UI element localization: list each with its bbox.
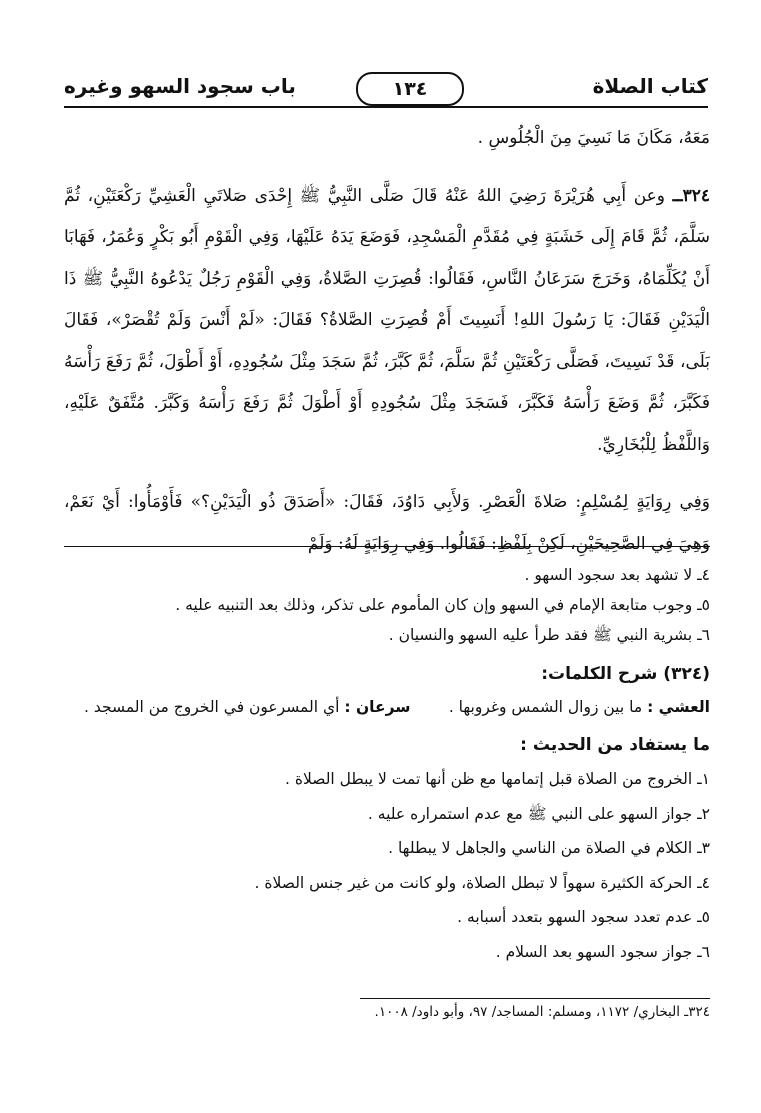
benefit-item: ٦ـ جواز سجود السهو بعد السلام . [495,942,710,961]
header-rule [64,106,708,108]
footnote: ٣٢٤ـ البخاري/ ١١٧٢، ومسلم: المساجد/ ٩٧، وأبو داود/ ١٠٠٨. [374,1004,710,1020]
benefit-item: ٣ـ الكلام في الصلاة من الناسي والجاهل لا يبطلها . [388,839,710,857]
hadith-body [64,176,710,467]
commentary-block [64,560,710,969]
vocab-meaning: أي المسرعون في الخروج من المسجد . [84,698,340,716]
benefit-item: ٥ـ عدم تعدد سجود السهو بتعدد أسبابه . [457,908,710,926]
page-header [64,70,708,108]
prev-benefit-item: ٦ـ بشرية النبي ﷺ فقد طرأ عليه السهو والنسيان . [388,626,710,644]
section-separator [64,546,710,547]
hadith-narrations: وَفِي رِوَايَةٍ لِمُسْلِمٍ: صَلاةَ الْعَصْرِ. وَلأَبِي دَاوُدَ، فَقَالَ: «أَصَدَقَ ذُو الْيَدَيْنِ؟» فَأَوْمَأُوا: أَيْ نَعَمْ، وَهِيَ فِي الصَّحِيحَيْنِ، لَكِنْ بِلَفْظِ: فَقَالُوا. وَفِي رِوَايَةٍ لَهُ: وَلَمْ [64,492,710,554]
vocab-item [449,690,710,724]
vocab-term: العشي : [647,698,710,716]
hadith-text-block [64,118,710,565]
prev-benefit-item: ٤ـ لا تشهد بعد سجود السهو . [524,566,710,584]
footnote-rule [360,998,710,999]
book-title: كتاب الصلاة [592,74,708,98]
vocab-term: سرعان : [344,698,411,716]
vocab-definitions [64,690,710,724]
page-number: ١٣٤ [356,72,464,106]
hadith-continuation: مَعَهُ، مَكَانَ مَا نَسِيَ مِنَ الْجُلُوسِ . [477,128,710,148]
prev-benefit-item: ٥ـ وجوب متابعة الإمام في السهو وإن كان المأموم على تذكر، وذلك بعد التنبيه عليه . [175,596,710,614]
benefit-item: ٤ـ الحركة الكثيرة سهواً لا تبطل الصلاة، ولو كانت من غير جنس الصلاة . [254,873,710,892]
hadith-number: ٣٢٤ــ [672,185,710,206]
vocab-meaning: ما بين زوال الشمس وغروبها . [448,698,643,716]
chapter-title: باب سجود السهو وغيره [64,74,296,98]
benefit-item: ٢ـ جواز السهو على النبي ﷺ مع عدم استمراره عليه . [367,804,710,823]
benefit-item: ١ـ الخروج من الصلاة قبل إتمامها مع ظن أنها تمت لا يبطل الصلاة . [285,770,710,788]
vocab-title: (٣٢٤) شرح الكلمات: [541,664,710,684]
vocab-item [84,690,410,724]
benefits-title: ما يستفاد من الحديث : [520,735,710,755]
hadith-text: وعن أَبِي هُرَيْرَةَ رَضِيَ اللهُ عَنْهُ قَالَ صَلَّى النَّبِيُّ ﷺ إِحْدَى صَلاتَيِ الْعَشِيِّ رَكْعَتَيْنِ، ثُمَّ سَلَّمَ، ثُمَّ قَامَ إِلَى خَشَبَةٍ فِي مُقَدَّمِ الْمَسْجِدِ، فَوَضَعَ يَدَهُ عَلَيْهَا، وَفِي الْقَوْمِ أَبُو بَكْرٍ وَعُمَرُ، فَهَابَا أَنْ يُكَلِّمَاهُ، وَخَرَجَ سَرَعَانُ النَّاسِ، فَقَالُوا: قُصِرَتِ الصَّلاةُ، وَفِي الْقَوْمِ رَجُلٌ يَدْعُوهُ النَّبِيُّ ﷺ ذَا الْيَدَيْنِ فَقَالَ: يَا رَسُولَ اللهِ! أَنَسِيتَ أَمْ قُصِرَتِ الصَّلاةُ؟ فَقَالَ: «لَمْ أَنْسَ وَلَمْ تُقْصَرْ»، فَقَالَ بَلَى، قَدْ نَسِيتَ، فَصَلَّى رَكْعَتَيْنِ ثُمَّ سَلَّمَ، ثُمَّ كَبَّرَ، ثُمَّ سَجَدَ مِثْلَ سُجُودِهِ، أَوْ أَطْوَلَ، ثُمَّ رَفَعَ رَأْسَهُ فَكَبَّرَ، ثُمَّ وَضَعَ رَأْسَهُ فَكَبَّرَ، فَسَجَدَ مِثْلَ سُجُودِهِ أَوْ أَطْوَلَ ثُمَّ رَفَعَ رَأْسَهُ وَكَبَّرَ. مُتَّفَقٌ عَلَيْهِ، وَاللَّفْظُ لِلْبُخَارِيِّ. [64,185,710,455]
